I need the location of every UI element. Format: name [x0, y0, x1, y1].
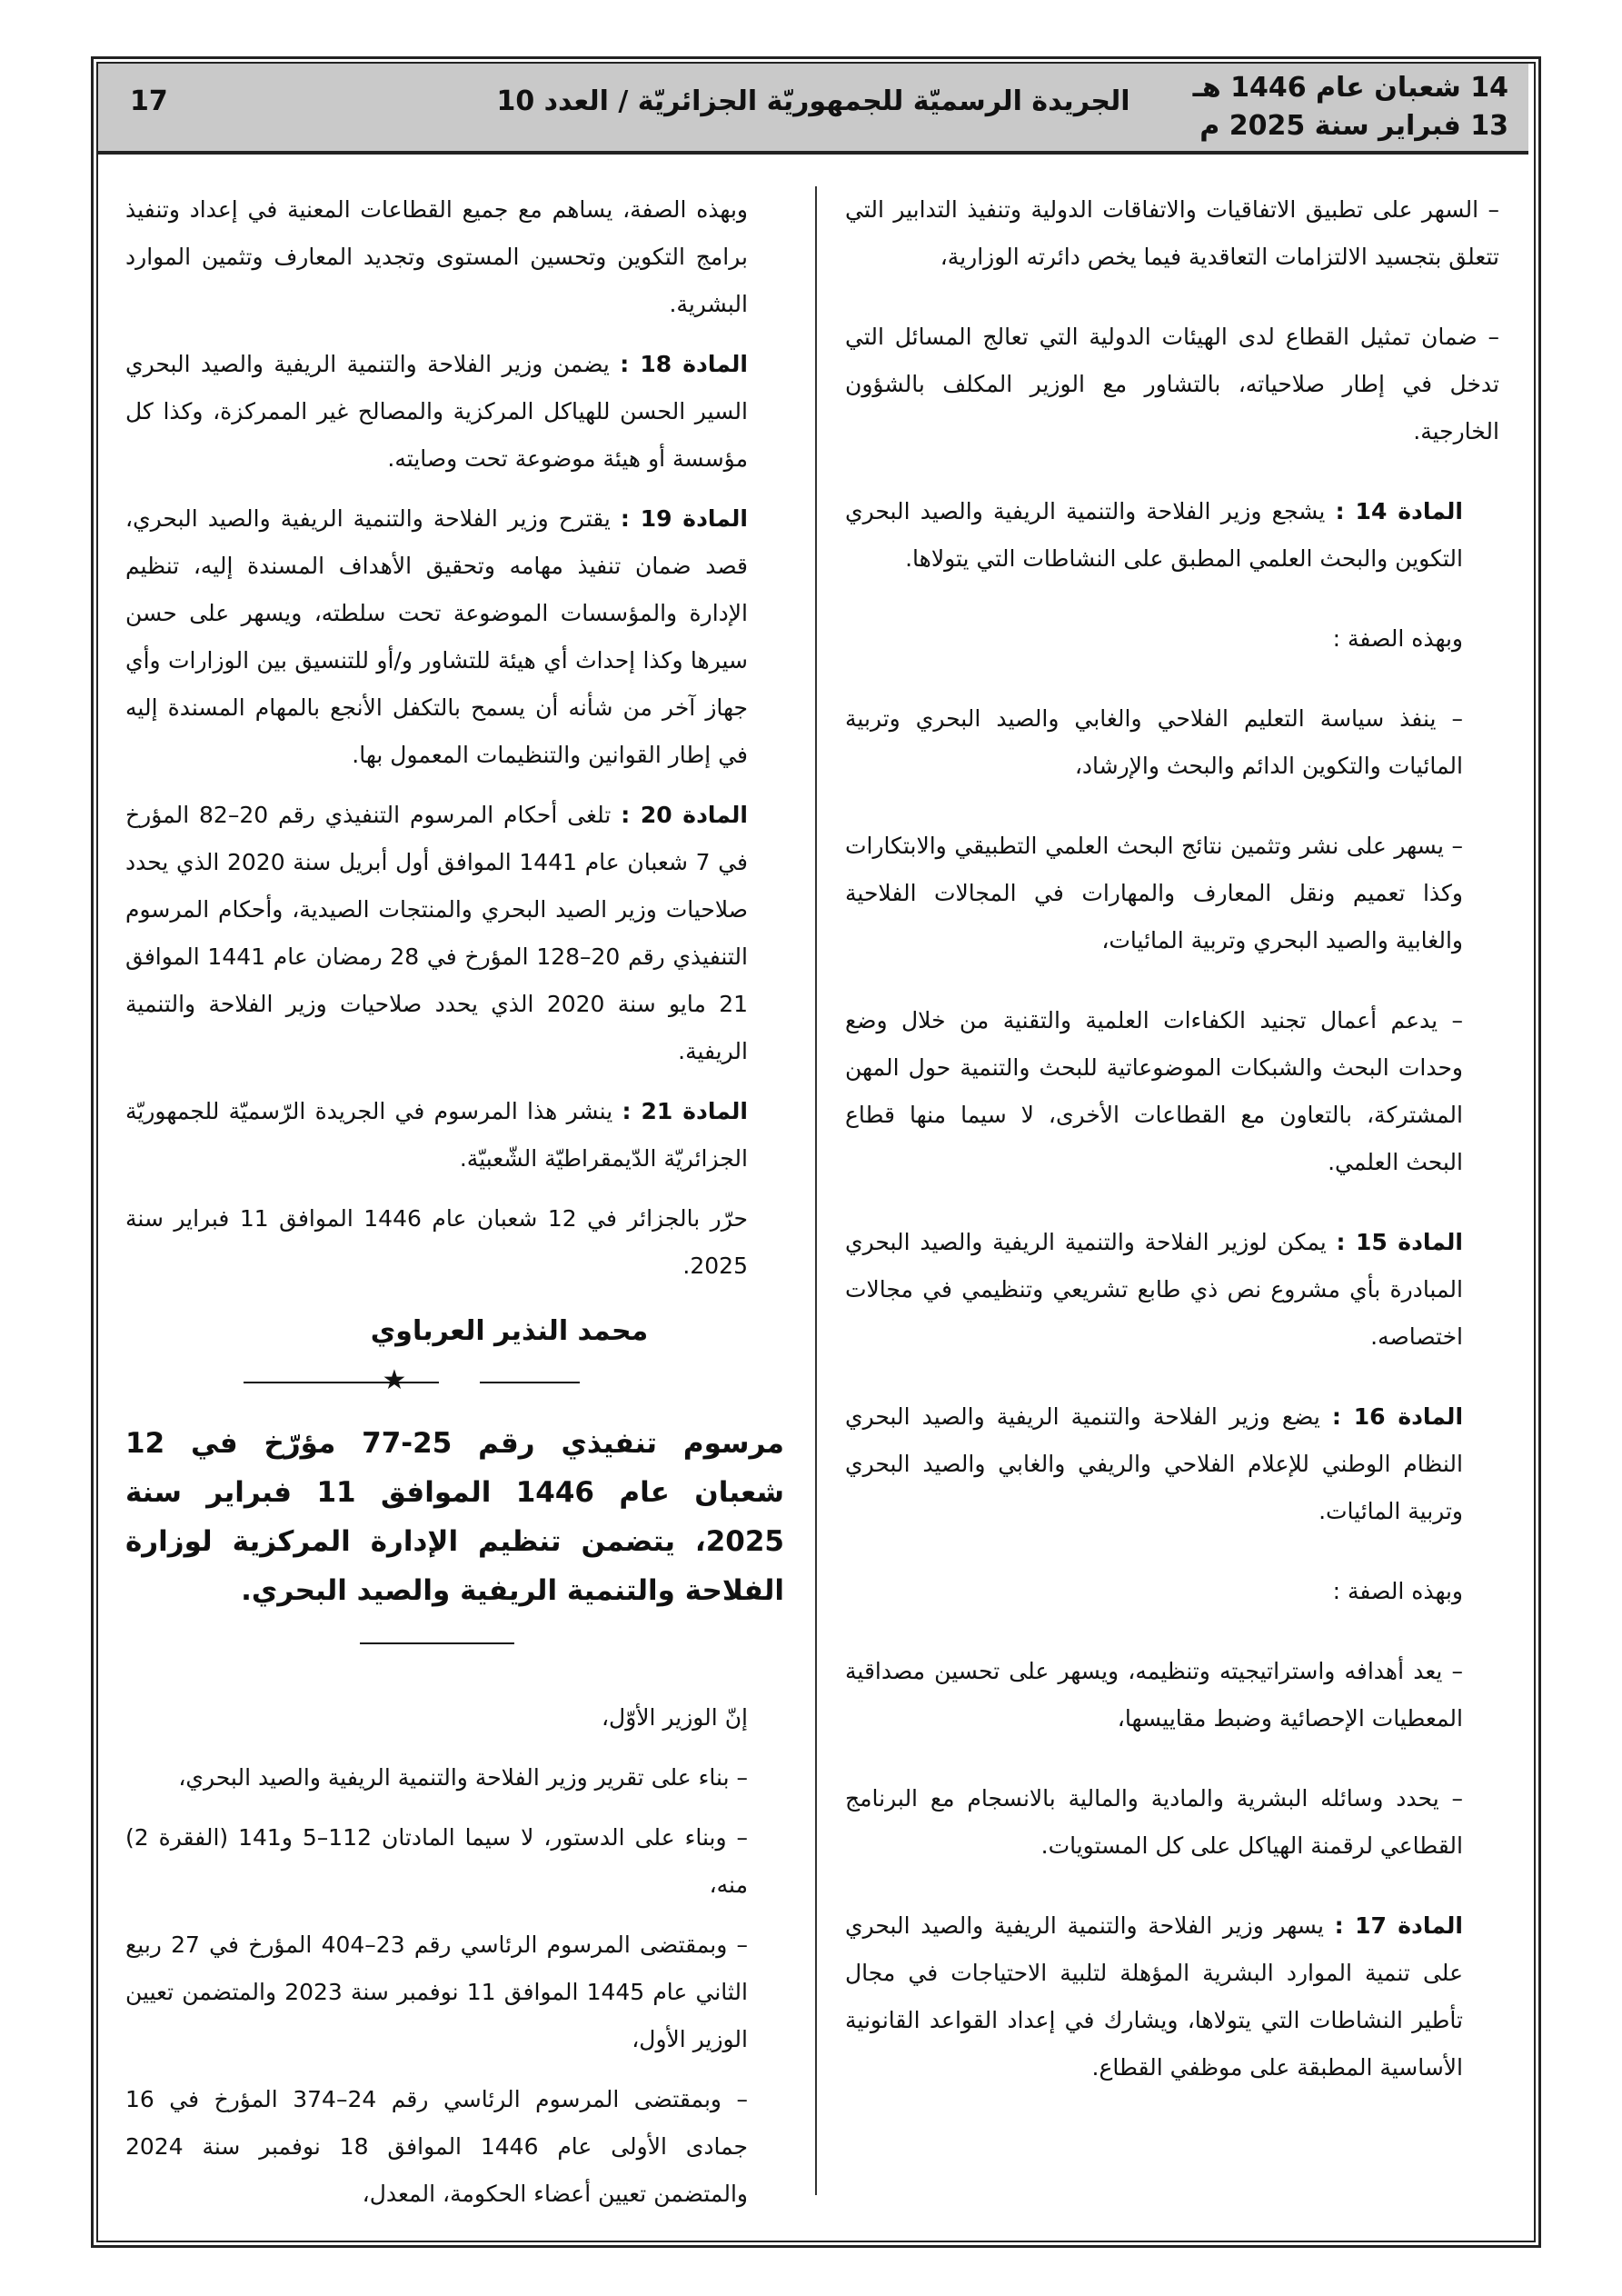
preamble-item: – وبمقتضى المرسوم الرئاسي رقم 24–374 المؤرخ في 16 جمادى الأولى عام 1446 الموافق 18 نوفمبر سنة 2024 والمتضمن تعيين أعضاء الحكومة، المعدل،	[125, 2086, 748, 2207]
preamble-item: إنّ الوزير الأوّل،	[601, 1704, 748, 1731]
paragraph: – ينفذ سياسة التعليم الفلاحي والغابي والصيد البحري وتربية المائيات والتكوين الدائم والبحث والإرشاد،	[845, 705, 1463, 779]
signing-place-date: حرّر بالجزائر في 12 شعبان عام 1446 الموافق 11 فبراير سنة 2025.	[125, 1205, 748, 1279]
article-17: المادة 17 : يسهر وزير الفلاحة والتنمية الريفية والصيد البحري على تنمية الموارد البشرية المؤهلة لتلبية الاحتياجات في مجال تأطير النشاطات التي يتولاها، ويشارك في إعداد القواعد القانونية الأساسية المطبقة على موظفي القطاع.	[845, 1912, 1463, 2081]
preamble-item: – بناء على تقرير وزير الفلاحة والتنمية الريفية والصيد البحري،	[178, 1764, 748, 1791]
paragraph: وبهذه الصفة :	[1332, 625, 1463, 652]
column-divider	[815, 186, 817, 2195]
paragraph: – السهر على تطبيق الاتفاقيات والاتفاقات الدولية وتنفيذ التدابير التي تتعلق بتجسيد الالتزامات التعاقدية فيما يخص دائرته الوزارية،	[845, 196, 1499, 270]
paragraph: – يدعم أعمال تجنيد الكفاءات العلمية والتقنية من خلال وضع وحدات البحث والشبكات الموضوعاتية للبحث والتنمية حول المهن المشتركة، بالتعاون مع القطاعات الأخرى، لا سيما منها قطاع البحث العلمي.	[845, 1007, 1463, 1175]
decree-title: مرسوم تنفيذي رقم 25-77 مؤرّخ في 12 شعبان عام 1446 الموافق 11 فبراير سنة 2025، يتضمن تنظيم الإدارة المركزية لوزارة الفلاحة والتنمية الريفية والصيد البحري.	[125, 1427, 784, 1607]
paragraph: – يسهر على نشر وتثمين نتائج البحث العلمي التطبيقي والابتكارات وكذا تعميم ونقل المعارف والمهارات في المجالات الفلاحية والغابية والصيد البحري وتربية المائيات،	[845, 833, 1463, 953]
article-16: المادة 16 : يضع وزير الفلاحة والتنمية الريفية والصيد البحري النظام الوطني للإعلام الفلاحي والريفي والغابي والصيد البحري وتربية المائيات.	[845, 1403, 1464, 1524]
preamble-item: – وبمقتضى المرسوم الرئاسي رقم 23–404 المؤرخ في 27 ربيع الثاني عام 1445 الموافق 11 نوفمبر سنة 2023 والمتضمن تعيين الوزير الأول،	[125, 1932, 748, 2052]
article-14: المادة 14 : يشجع وزير الفلاحة والتنمية الريفية والصيد البحري التكوين والبحث العلمي المطبق على النشاطات التي يتولاها.	[845, 498, 1463, 572]
article-20: المادة 20 : تلغى أحكام المرسوم التنفيذي رقم 20–82 المؤرخ في 7 شعبان عام 1441 الموافق أول أبريل سنة 2020 الذي يحدد صلاحيات وزير الصيد البحري والمنتجات الصيدية، وأحكام المرسوم التنفيذي رقم 20–128 المؤرخ في 28 رمضان عام 1441 الموافق 21 مايو سنة 2020 الذي يحدد صلاحيات وزير الفلاحة والتنمية الريفية.	[125, 802, 749, 1064]
paragraph: وبهذه الصفة :	[1332, 1578, 1463, 1604]
paragraph: وبهذه الصفة، يساهم مع جميع القطاعات المعنية في إعداد وتنفيذ برامج التكوين وتحسين المستوى وتجديد المعارف وتثمين الموارد البشرية.	[125, 196, 748, 317]
gregorian-date: 13 فبراير سنة 2025 م	[1199, 110, 1508, 142]
hijri-date: 14 شعبان عام 1446 هـ	[1192, 72, 1508, 104]
preamble-item: – وبناء على الدستور، لا سيما المادتان 112–5 و141 (الفقرة 2) منه،	[125, 1824, 748, 1898]
article-18: المادة 18 : يضمن وزير الفلاحة والتنمية الريفية والصيد البحري السير الحسن للهياكل المركزية والمصالح غير الممركزة، وكذا كل مؤسسة أو هيئة موضوعة تحت وصايته.	[125, 351, 748, 472]
star-separator	[125, 1364, 784, 1401]
article-19: المادة 19 : يقترح وزير الفلاحة والتنمية الريفية والصيد البحري، قصد ضمان تنفيذ مهامه وتحقيق الأهداف المسندة إليه، تنظيم الإدارة والمؤسسات الموضوعة تحت سلطته، ويسهر على حسن سيرها وكذا إحداث أي هيئة للتشاور و/أو للتنسيق بين الوزارات وأي جهاز آخر من شأنه أن يسمح بالتكفل الأنجع بالمهام المسندة إليه في إطار القوانين والتنظيمات المعمول بها.	[125, 505, 749, 768]
right-column	[845, 186, 1499, 2104]
paragraph: – يحدد وسائله البشرية والمادية والمالية بالانسجام مع البرنامج القطاعي لرقمنة الهياكل على كل المستويات.	[845, 1785, 1463, 1859]
paragraph: – ضمان تمثيل القطاع لدى الهيئات الدولية التي تعالج المسائل التي تدخل في إطار صلاحياته، بالتشاور مع الوزير المكلف بالشؤون الخارجية.	[845, 324, 1499, 444]
article-15: المادة 15 : يمكن لوزير الفلاحة والتنمية الريفية والصيد البحري المبادرة بأي مشروع نص ذي طابع تشريعي وتنظيمي في مجالات اختصاصه.	[845, 1229, 1463, 1350]
page-number: 17	[130, 85, 168, 117]
paragraph: – يعد أهدافه واستراتيجيته وتنظيمه، ويسهر على تحسين مصداقية المعطيات الإحصائية وضبط مقاييسها،	[845, 1658, 1463, 1732]
gazette-header	[98, 64, 1528, 155]
article-21: المادة 21 : ينشر هذا المرسوم في الجريدة الرّسميّة للجمهوريّة الجزائريّة الدّيمقراطيّة الشّعبيّة.	[125, 1098, 748, 1172]
title-underline	[360, 1642, 514, 1644]
star-icon: ★	[382, 1364, 407, 1396]
left-column	[125, 186, 784, 2231]
signature: محمد النذير العرباوي	[370, 1315, 649, 1347]
gazette-title: الجريدة الرسميّة للجمهوريّة الجزائريّة / العدد 10	[496, 85, 1130, 117]
